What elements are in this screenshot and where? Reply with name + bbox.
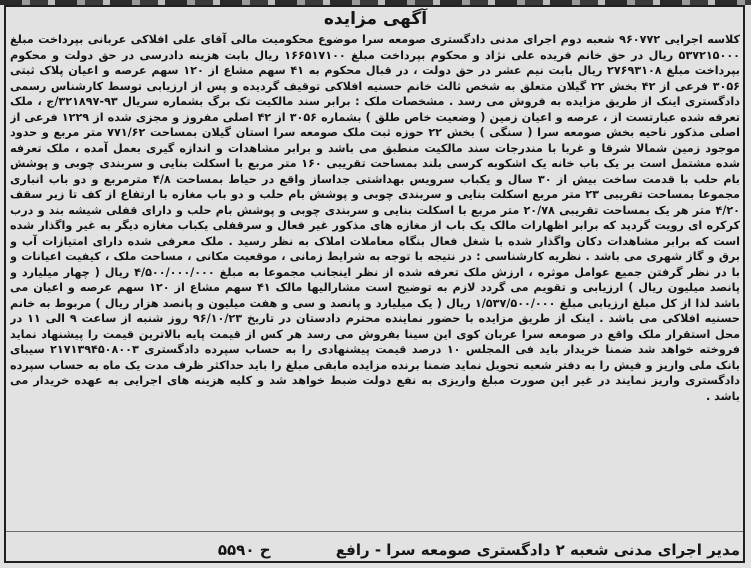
footer-signature: مدیر اجرای مدنی شعبه ۲ دادگستری صومعه سرا - رافع	[335, 541, 740, 559]
footer-divider	[6, 531, 743, 532]
notice-body: کلاسه اجرایی ۹۶۰۷۷۲ شعبه دوم اجرای مدنی دادگستری صومعه سرا موضوع محکومیت مالی آقای علی افلاکی عربانی بپرداخت مبلغ ۵۳۷۲۱۵۰۰۰ ریال در حق خانم فریده علی نژاد و محکوم بپرداخت مبلغ ۱۶۶۵۱۷۱۰۰ ریال بابت هزینه دادرسی در حق دولت و محکوم بپرداخت مبلغ ۲۷۶۹۳۱۰۸ ریال بابت نیم عشر در حق دولت ، در قبال محکوم به ۴۱ سهم مشاع از ۱۲۰ سهم عرصه و اعیان پلاک ثبتی ۳۰۵۶ فرعی از ۴۲ بخش ۲۲ گیلان متعلق به شخص ثالث خانم حسنیه افلاکی توقیف گردیده و پس از ارزیابی توسط کارشناس رسمی دادگستری اینک از طریق مزایده به فروش می رسد . مشخصات ملک : برابر سند مالکیت تک برگ بشماره سریال ۹۳-۳۲۱۸۹۷/ج ، ملک تعرفه شده عبارتست از ، عرصه و اعیان زمین ( وضعیت خاص طلق ) بشماره ۳۰۵۶ از ۴۲ اصلی مفروز و مجزی شده از ۱۲۲۹ فرعی از اصلی مذکور ناحیه بخش صومعه سرا ( سنگی ) بخش ۲۲ حوزه ثبت ملک صومعه سرا استان گیلان بمساحت ۷۷۱/۶۲ متر مربع و حدود موجود زمین شمالا شرقا و غربا با مندرجات سند مالکیت منطبق می باشد و برابر مشاهدات و اندازه گیری بعمل آمده ، ملک تعرفه شده مشتمل است بر یک باب خانه یک اشکوبه کرسی بلند بمساحت تقریبی ۱۶۰ متر مربع با اسکلت بنایی و سربندی چوبی و پوشش بام حلب با قدمت ساخت بیش از ۳۰ سال و یکباب سرویس بهداشتی جداساز واقع در حیاط بمساحت ۴/۸ مترمربع و دو باب انباری مجموعا بمساحت تقریبی ۲۳ متر مربع اسکلت بنایی و سربندی چوبی و پوشش بام حلب و دو باب مغازه با ارتفاع از کف تا زیر سقف ۴/۲۰ متر هر یک بمساحت تقریبی ۲۰/۷۸ متر مربع با اسکلت بنایی و سربندی چوبی و پوشش بام حلب و دارای قفلی شیشه بند و درب کرکره ای رویت گردید که برابر اظهارات مالک یک باب از مغازه های مذکور غیر فعال و سرقفلی یکباب مغازه دیگر به غیر واگذار شده است که برابر مشاهدات دکان واگذار شده با شغل فعال بنگاه معاملات املاک به نظر رسید . ملک معرفی شده دارای امتیازات آب و برق و گاز شهری می باشد . نظریه کارشناسی : در نتیجه با توجه به شرایط زمانی ، موقعیت مکانی ، مساحت ملک ، کیفیت اعیانات و با در نظر گرفتن جمیع عوامل موثره ، ارزش ملک تعرفه شده از نظر اینجانب مجموعا به مبلغ ۴/۵۰۰/۰۰۰/۰۰۰ ریال ( چهار میلیارد و پانصد میلیون ریال ) ارزیابی و تقویم می گردد لازم به توضیح است مشارالیها مالک ۴۱ سهم مشاع از ۱۲۰ سهم عرصه و اعیان می باشد لذا از کل مبلغ ارزیابی مبلغ ۱/۵۳۷/۵۰۰/۰۰۰ ریال ( یک میلیارد و پانصد و سی و هفت میلیون و پانصد هزار ریال ) مربوط به خانم حسنیه افلاکی می باشد . اینک از طریق مزایده با حضور نماینده محترم دادستان در تاریخ ۹۶/۱۰/۲۳ روز شنبه از ساعت ۹ الی ۱۱ در محل استقرار ملک واقع در صومعه سرا عربان کوی این سینا بفروش می رسد هر کس از قیمت پایه بالاترین قیمت را پیشنهاد نماید فروخته خواهد شد ضمنا خریدار باید فی المجلس ۱۰ درصد قیمت پیشنهادی را به حساب سپرده دادگستری ۲۱۷۱۳۹۴۵۰۸۰۰۳ سیبای بانک ملی واریز و فیش را به دفتر شعبه تحویل نماید ضمنا برنده مزایده مابقی مبلغ را باید حداکثر ظرف مدت یک ماه به حساب سپرده دادگستری واریز نمایند در غیر این صورت مبلغ واریزی به نفع دولت ضبط خواهد شد و کلیه هزینه های اجرایی به عهده خریدار می باشد .	[10, 33, 740, 403]
footer-code: ح ۵۵۹۰	[217, 541, 271, 559]
notice-title: آگهی مزایده	[323, 9, 428, 29]
notice-footer	[10, 538, 740, 562]
